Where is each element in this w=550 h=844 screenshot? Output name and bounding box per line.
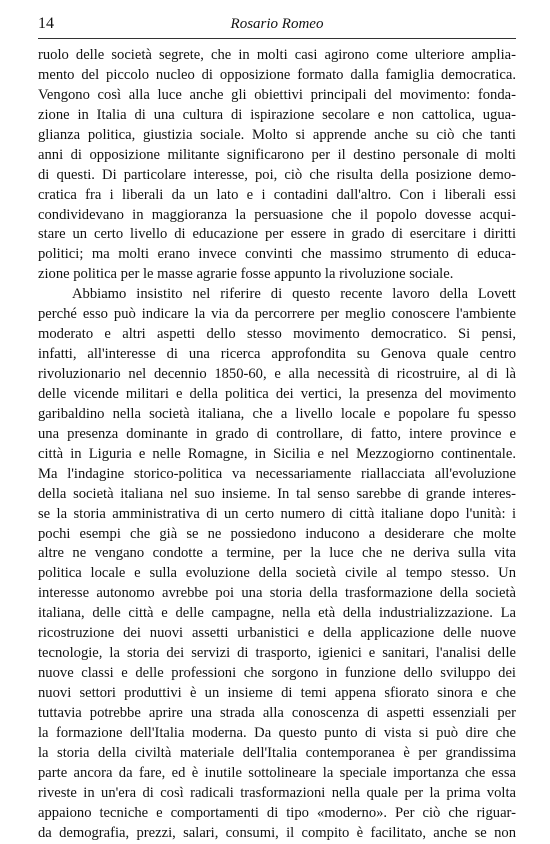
text-line: glianza politica, giustizia sociale. Molto si apprende anche su ciò che tanti xyxy=(38,126,516,143)
page-header xyxy=(38,14,516,38)
text-line: altre ne vengano condotte a termine, per la luce che ne deriva sulla vita xyxy=(38,545,516,562)
text-line: zione in Italia di una cultura di ispirazione secolare e non cattolica, ugua- xyxy=(38,106,516,123)
text-line: interesse autonomo avrebbe poi una storia della trasformazione della società xyxy=(38,585,516,602)
text-line: italiana, delle città e delle campagne, nella età della industrializzazione. La xyxy=(38,605,516,622)
text-line: zione politica per le masse agrarie fosse appunto la rivoluzione sociale. xyxy=(38,266,454,283)
text-line: garibaldino nella società italiana, che a livello locale e popolare fu spesso xyxy=(38,405,516,422)
text-line: moderato e altri aspetti dello stesso movimento democratico. Si pensi, xyxy=(38,326,516,343)
text-line: mento del piccolo nucleo di opposizione formato dalla famiglia democratica. xyxy=(38,66,516,83)
text-line: tecnologie, la storia dei servizi di trasporto, igienici e sanitari, l'analisi delle xyxy=(38,645,516,662)
text-line: Abbiamo insistito nel riferire di questo recente lavoro della Lovett xyxy=(72,286,516,303)
text-line: delle vicende militari e della politica dei vertici, la presenza del movimento xyxy=(38,385,516,402)
running-head: Rosario Romeo xyxy=(230,16,324,32)
text-line: ricostruzione dei nuovi assetti urbanistici e della applicazione delle nuove xyxy=(38,625,516,642)
text-line: da demografia, prezzi, salari, consumi, il compito è facilitato, anche se non xyxy=(38,824,516,841)
text-line: nuove classi e delle professioni che sorgono in funzione dello sviluppo dei xyxy=(38,665,516,682)
text-line: la storia della civiltà materiale dell'Italia contemporanea è per grandissima xyxy=(38,744,516,761)
text-line: Vengono così alla luce anche gli obiettivi principali del movimento: fonda- xyxy=(38,86,516,103)
text-line: pochi esempi che già se ne possiedono inducono a desiderare che molte xyxy=(38,525,516,542)
text-line: città in Liguria e nelle Romagne, in Sicilia e nel Mezzogiorno continentale. xyxy=(38,445,516,462)
text-line: se la storia amministrativa di un certo numero di città italiane dopo l'unità: i xyxy=(38,505,516,522)
text-line: tuttavia potrebbe aprire una strada alla conoscenza di aspetti essenziali per xyxy=(38,704,516,721)
text-line: di questi. Di particolare interesse, poi, ciò che risulta della posizione demo- xyxy=(38,166,516,183)
text-line: infatti, all'interesse di una ricerca approfondita su Genova quale centro xyxy=(38,346,516,363)
text-line: Ma l'indagine storico-politica va necessariamente riallacciata all'evoluzione xyxy=(38,465,516,482)
text-line: cratica fra i liberali da un lato e i contadini dall'altro. Con i liberali essi xyxy=(38,186,516,203)
text-line: ruolo delle società segrete, che in molti casi agirono come ulteriore amplia- xyxy=(38,47,516,63)
text-line: stare un certo livello di educazione per essere in grado di esercitare i diritti xyxy=(38,226,516,243)
text-line: anni di opposizione militante significarono per il destino personale di molti xyxy=(38,146,516,163)
page-number: 14 xyxy=(38,15,54,32)
text-line: appaiono tecniche e comportamenti di tipo «moderno». Per ciò che riguar- xyxy=(38,804,516,821)
text-line: nuovi settori produttivi è un insieme di temi appena sfiorato sinora e che xyxy=(38,685,516,701)
text-line: politica locale e sulla evoluzione della società civile al tempo stesso. Un xyxy=(38,565,516,582)
text-line: la formazione dell'Italia moderna. Da questo punto di vista si può dire che xyxy=(38,724,516,741)
text-line: riveste in un'era di così radicali trasformazioni nella quale per la prima volta xyxy=(38,784,516,801)
header-rule xyxy=(38,38,516,39)
text-line: rivoluzionario nel decennio 1850-60, e alla necessità di ricostruire, al di là xyxy=(38,366,516,382)
text-line: perché esso può indicare la via da percorrere per meglio conoscere l'ambiente xyxy=(38,306,516,323)
text-line: parte ancora da fare, ed è inutile sottolineare la speciale importanza che essa xyxy=(38,764,516,781)
text-line: una presenza dominante in grado di controllare, di fatto, intere province e xyxy=(38,425,516,442)
text-line: politici; ma molti erano invece convinti che massimo strumento di educa- xyxy=(38,246,516,263)
body-text xyxy=(38,46,516,844)
text-line: della società italiana nel suo insieme. In tal senso sarebbe di grande interes- xyxy=(38,485,516,502)
text-line: condividevano in maggioranza la persuasione che il popolo dovesse acqui- xyxy=(38,206,516,223)
